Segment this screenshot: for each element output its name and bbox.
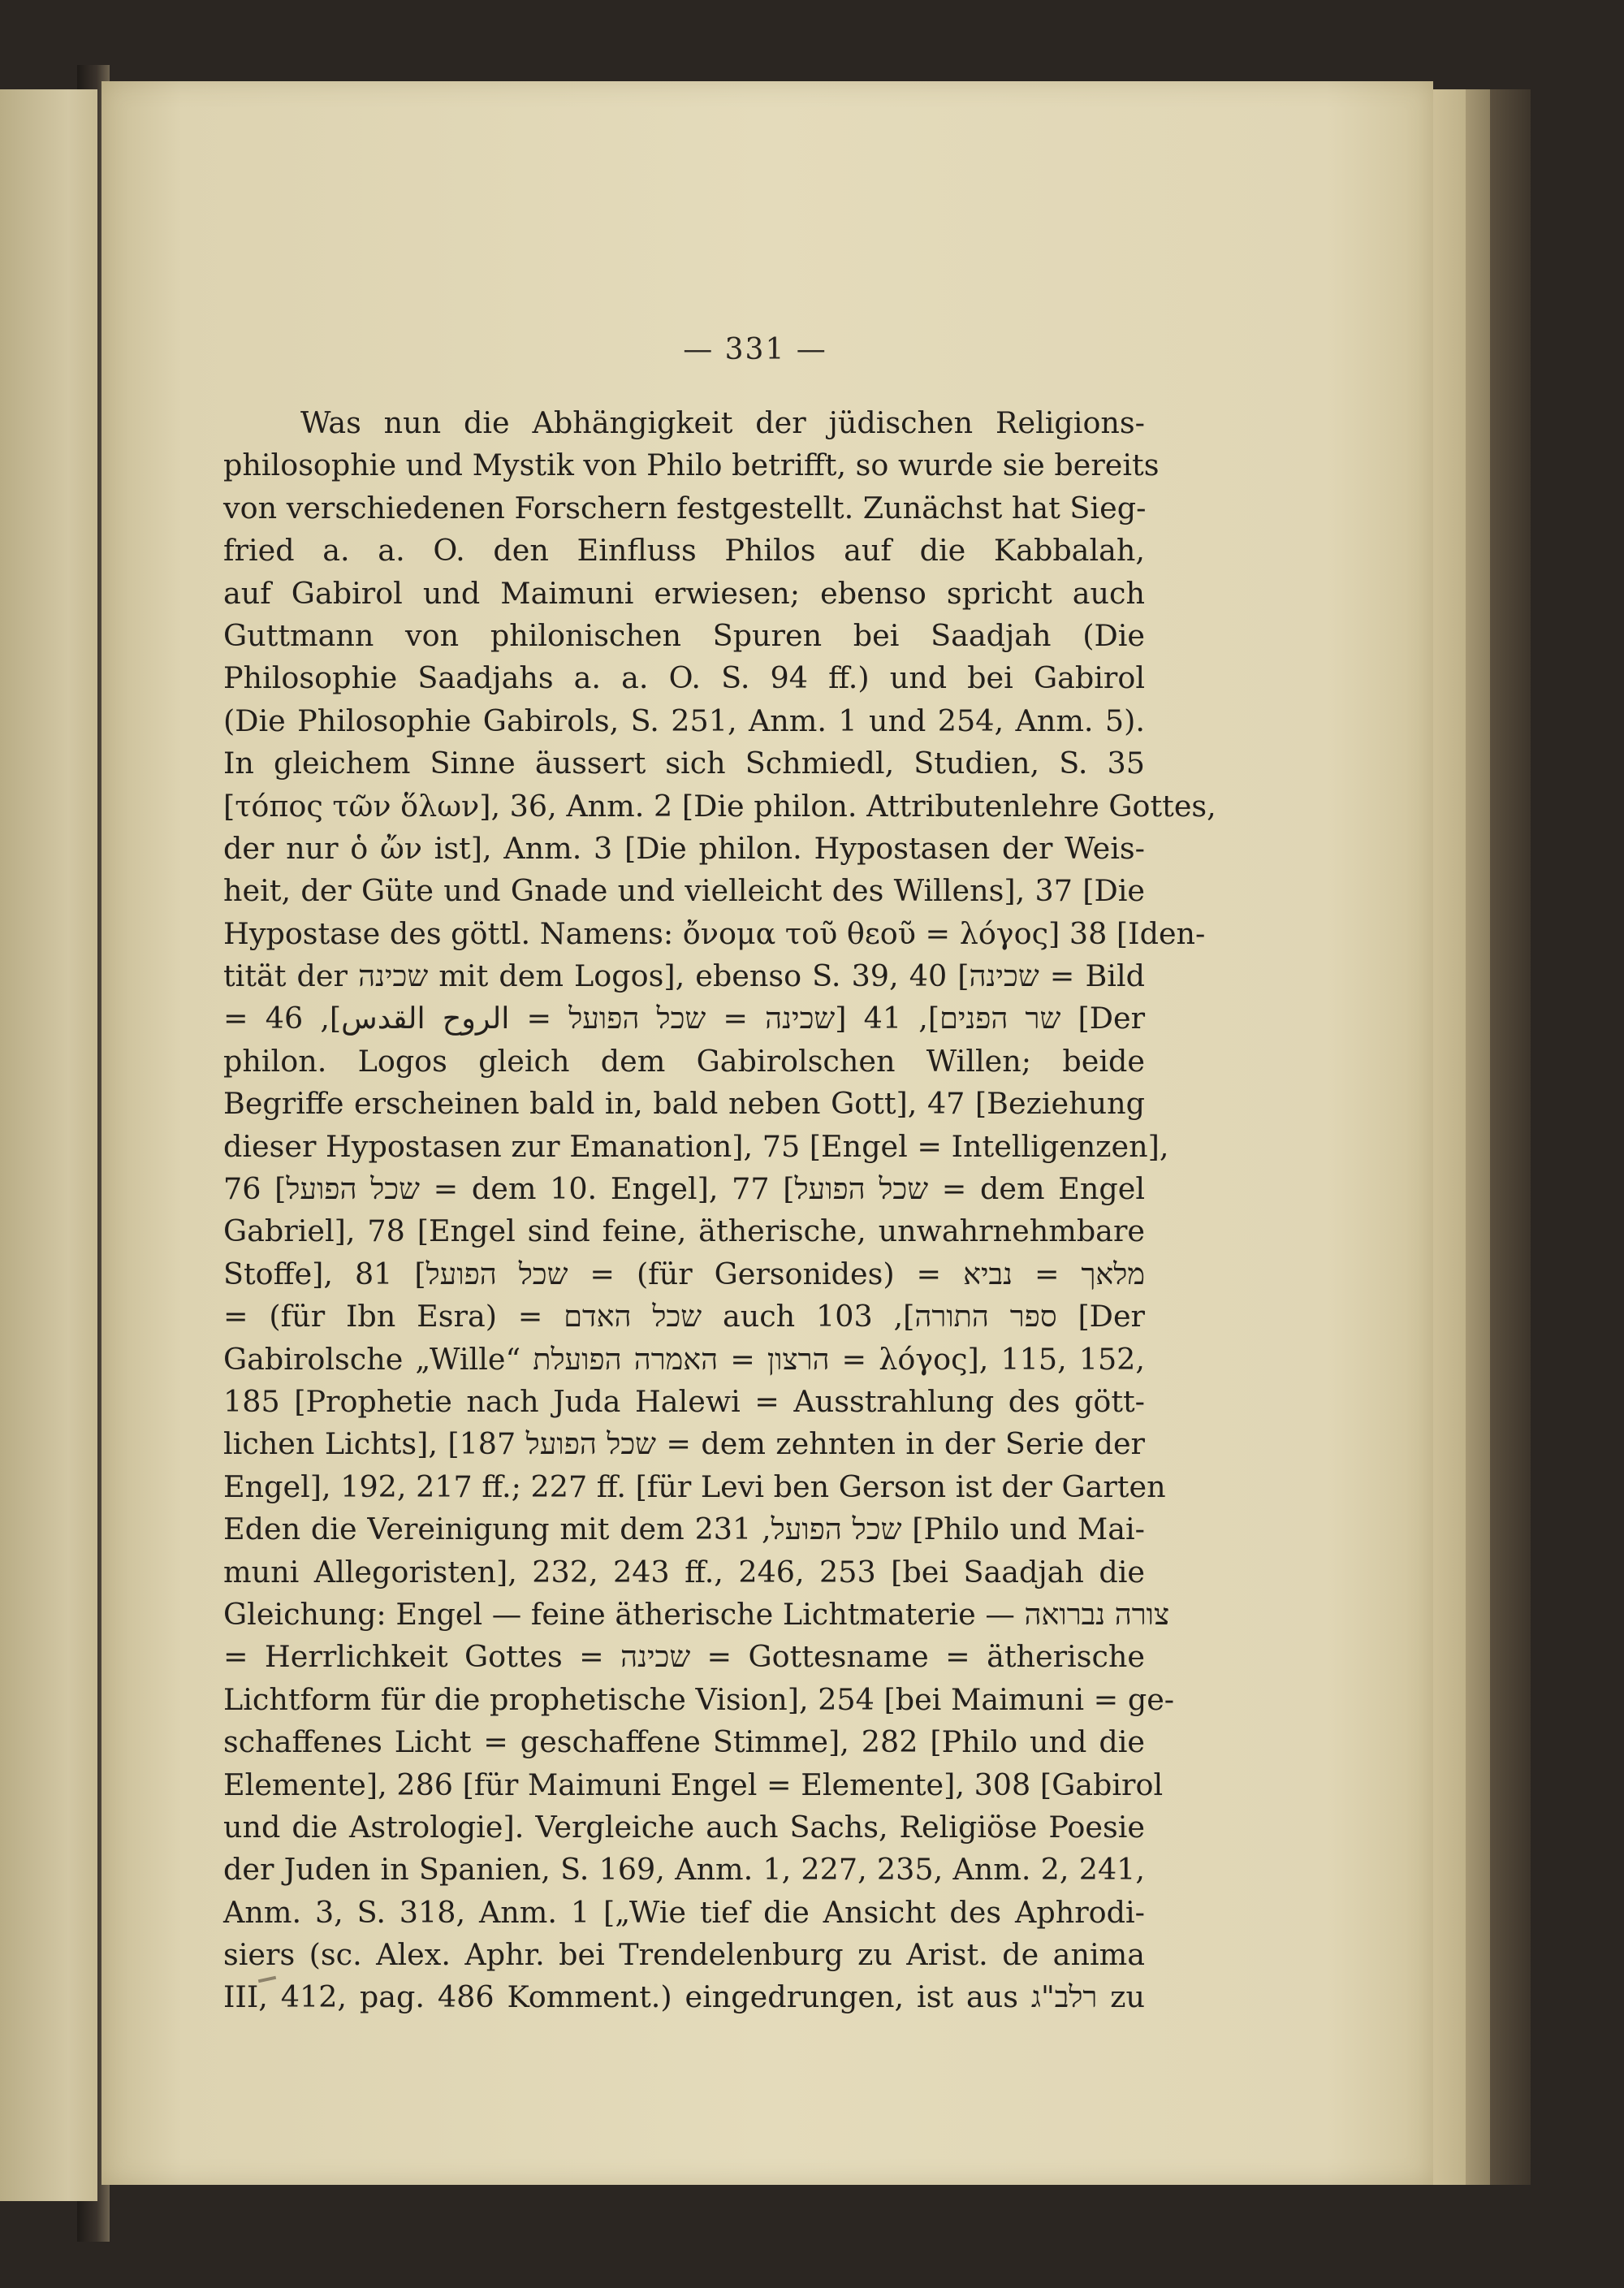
text-line: Was nun die Abhängigkeit der jüdischen Religions- xyxy=(300,405,1145,440)
text-line: Eden die Vereinigung mit dem שכל הפועל, 231 [Philo und Mai- xyxy=(223,1512,1145,1547)
text-line: der Juden in Spanien, S. 169, Anm. 1, 227, 235, Anm. 2, 241, xyxy=(223,1852,1145,1888)
text-line: Elemente], 286 [für Maimuni Engel = Elemente], 308 [Gabirol xyxy=(223,1767,1164,1802)
text-line: = (für Ibn Esra) = שכל האדם auch ספר התורה], 103 [Der xyxy=(223,1299,1145,1334)
page-stack-edge-inner xyxy=(1466,89,1490,2185)
page-number-header: — 331 — xyxy=(683,333,827,366)
book-cover-edge xyxy=(1490,89,1531,2185)
page-stack-edge xyxy=(1433,89,1466,2185)
text-line: lichen Lichts], [187 שכל הפועל = dem zehnten in der Serie der xyxy=(223,1426,1145,1462)
text-line: = שר הפנים], 41 [שכינה = שכל הפועל = الروح القدس], 46 [Der xyxy=(223,1001,1146,1036)
text-line: = Herrlichkeit Gottes = שכינה = Gottesname = ätherische xyxy=(223,1639,1146,1675)
text-line: Begriffe erscheinen bald in, bald neben Gott], 47 [Beziehung xyxy=(223,1086,1145,1122)
text-line: dieser Hypostasen zur Emanation], 75 [Engel = Intelligenzen], xyxy=(223,1128,1169,1164)
text-line: von verschiedenen Forschern festgestellt. Zunächst hat Sieg- xyxy=(223,490,1147,526)
text-line: und die Astrologie]. Vergleiche auch Sachs, Religiöse Poesie xyxy=(223,1809,1145,1845)
text-line: heit, der Güte und Gnade und vielleicht des Willens], 37 [Die xyxy=(223,873,1145,909)
text-line: schaffenes Licht = geschaffene Stimme], 282 [Philo und die xyxy=(223,1724,1145,1760)
text-line: Guttmann von philonischen Spuren bei Saadjah (Die xyxy=(223,617,1145,653)
text-line: tität der שכינה mit dem Logos], ebenso S. 39, 40 [שכינה = Bild xyxy=(223,958,1146,994)
text-line: Stoffe], 81 [שכל הפועל = (für Gersonides) = מלאך = נביא xyxy=(223,1256,1146,1291)
text-line: muni Allegoristen], 232, 243 ff., 246, 253 [bei Saadjah die xyxy=(223,1554,1145,1589)
text-line: Gleichung: Engel — feine ätherische Lichtmaterie — צורה נברואה xyxy=(223,1596,1170,1632)
text-line: 185 [Prophetie nach Juda Halewi = Ausstrahlung des gött- xyxy=(223,1383,1145,1419)
left-page-edge xyxy=(0,89,97,2201)
text-line: Hypostase des göttl. Namens: ὄνομα τοῦ θεοῦ = λόγος] 38 [Iden- xyxy=(223,915,1206,951)
text-line: fried a. a. O. den Einfluss Philos auf die Kabbalah, xyxy=(223,533,1145,569)
text-line: philon. Logos gleich dem Gabirolschen Willen; beide xyxy=(223,1043,1145,1079)
text-line: siers (sc. Alex. Aphr. bei Trendelenburg zu Arist. de anima xyxy=(223,1937,1145,1973)
text-line: [τόπος τῶν ὅλων], 36, Anm. 2 [Die philon. Attributenlehre Gottes, xyxy=(223,788,1216,824)
text-line: Lichtform für die prophetische Vision], 254 [bei Maimuni = ge- xyxy=(223,1681,1175,1717)
text-line: auf Gabirol und Maimuni erwiesen; ebenso spricht auch xyxy=(223,575,1145,611)
text-line: III, 412, pag. 486 Komment.) eingedrungen, ist aus רלב"ג zu xyxy=(223,1979,1145,2015)
text-line: der nur ὁ ὤν ist], Anm. 3 [Die philon. Hypostasen der Weis- xyxy=(223,830,1145,866)
text-line: Gabriel], 78 [Engel sind feine, ätherische, unwahrnehmbare xyxy=(223,1213,1145,1249)
text-line: (Die Philosophie Gabirols, S. 251, Anm. 1 und 254, Anm. 5). xyxy=(223,703,1145,738)
text-line: philosophie und Mystik von Philo betrifft, so wurde sie bereits xyxy=(223,448,1160,483)
text-line: In gleichem Sinne äussert sich Schmiedl, Studien, S. 35 xyxy=(223,746,1145,781)
text-line: Engel], 192, 217 ff.; 227 ff. [für Levi ben Gerson ist der Garten xyxy=(223,1468,1166,1504)
text-line: 76 [שכל הפועל = dem 10. Engel], 77 [שכל הפועל = dem Engel xyxy=(223,1171,1146,1207)
body-text xyxy=(223,402,1216,2019)
text-line: Gabirolsche „Wille“ הרצון = האמרה הפועלת = λόγος], 115, 152, xyxy=(223,1341,1145,1377)
text-line: Anm. 3, S. 318, Anm. 1 [„Wie tief die Ansicht des Aphrodi- xyxy=(223,1894,1145,1930)
text-line: Philosophie Saadjahs a. a. O. S. 94 ff.) und bei Gabirol xyxy=(223,660,1145,696)
